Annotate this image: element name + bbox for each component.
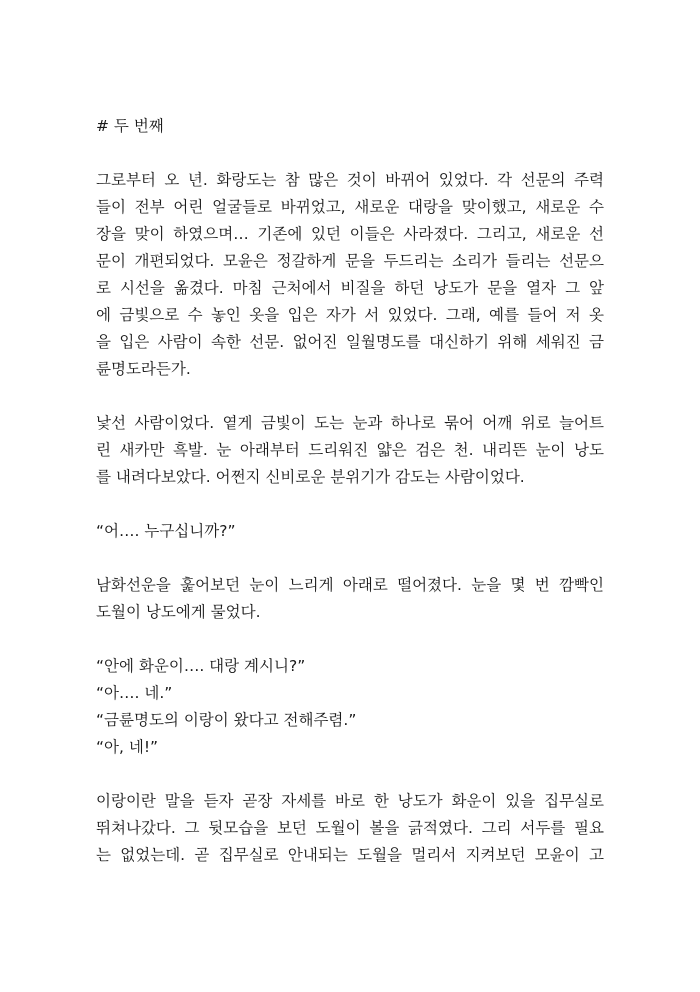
dialogue-block (96, 653, 604, 761)
text-line: 이랑이란 말을 듣자 곧장 자세를 바로 한 낭도가 화운이 있을 집무실로 (96, 792, 604, 810)
text-line: 낯선 사람이었다. 옅게 금빛이 도는 눈과 하나로 묶어 어깨 위로 늘어트 (96, 414, 604, 432)
paragraph-2 (96, 410, 604, 491)
text-line: 남화선운을 훑어보던 눈이 느리게 아래로 떨어졌다. 눈을 몇 번 깜빡인 (96, 576, 604, 594)
dialogue-line: “안에 화운이…. 대랑 계시니?” (96, 657, 306, 675)
text-line: 륜명도라든가. (96, 360, 191, 378)
text-line: 도월이 낭도에게 물었다. (96, 603, 261, 621)
text-line: 를 내려다보았다. 어쩐지 신비로운 분위기가 감도는 사람이었다. (96, 468, 525, 486)
dialogue-line: “아, 네!” (96, 738, 159, 756)
text-line: 뛰쳐나갔다. 그 뒷모습을 보던 도월이 볼을 긁적였다. 그리 서두를 필요 (96, 819, 604, 837)
paragraph-3 (96, 518, 604, 545)
text-line: 는 없었는데. 곧 집무실로 안내되는 도월을 멀리서 지켜보던 모윤이 고 (96, 846, 604, 864)
text-line: 들이 전부 어린 얼굴들로 바뀌었고, 새로운 대랑을 맞이했고, 새로운 수 (96, 198, 604, 216)
text-line: 에 금빛으로 수 놓인 옷을 입은 자가 서 있었다. 그래, 예를 들어 저 옷 (96, 306, 604, 324)
text-line: 장을 맞이 하였으며… 기존에 있던 이들은 사라졌다. 그리고, 새로운 선 (96, 225, 604, 243)
text-line: 린 새카만 흑발. 눈 아래부터 드리워진 얇은 검은 천. 내리뜬 눈이 낭도 (96, 441, 604, 459)
document-body (96, 113, 604, 896)
text-line: 로 시선을 옮겼다. 마침 근처에서 비질을 하던 낭도가 문을 열자 그 앞 (96, 279, 604, 297)
text-line: “어…. 누구십니까?” (96, 522, 236, 540)
section-heading: # 두 번째 (96, 117, 164, 135)
paragraph-1 (96, 167, 604, 383)
paragraph-4 (96, 572, 604, 626)
text-line: 문이 개편되었다. 모윤은 정갈하게 문을 두드리는 소리가 들리는 선문으 (96, 252, 604, 270)
text-line: 을 입은 사람이 속한 선문. 없어진 일월명도를 대신하기 위해 세워진 금 (96, 333, 604, 351)
dialogue-line: “아…. 네.” (96, 684, 173, 702)
paragraph-5 (96, 788, 604, 869)
text-line: 그로부터 오 년. 화랑도는 참 많은 것이 바뀌어 있었다. 각 선문의 주력 (96, 171, 604, 189)
dialogue-line: “금륜명도의 이랑이 왔다고 전해주렴.” (96, 711, 357, 729)
